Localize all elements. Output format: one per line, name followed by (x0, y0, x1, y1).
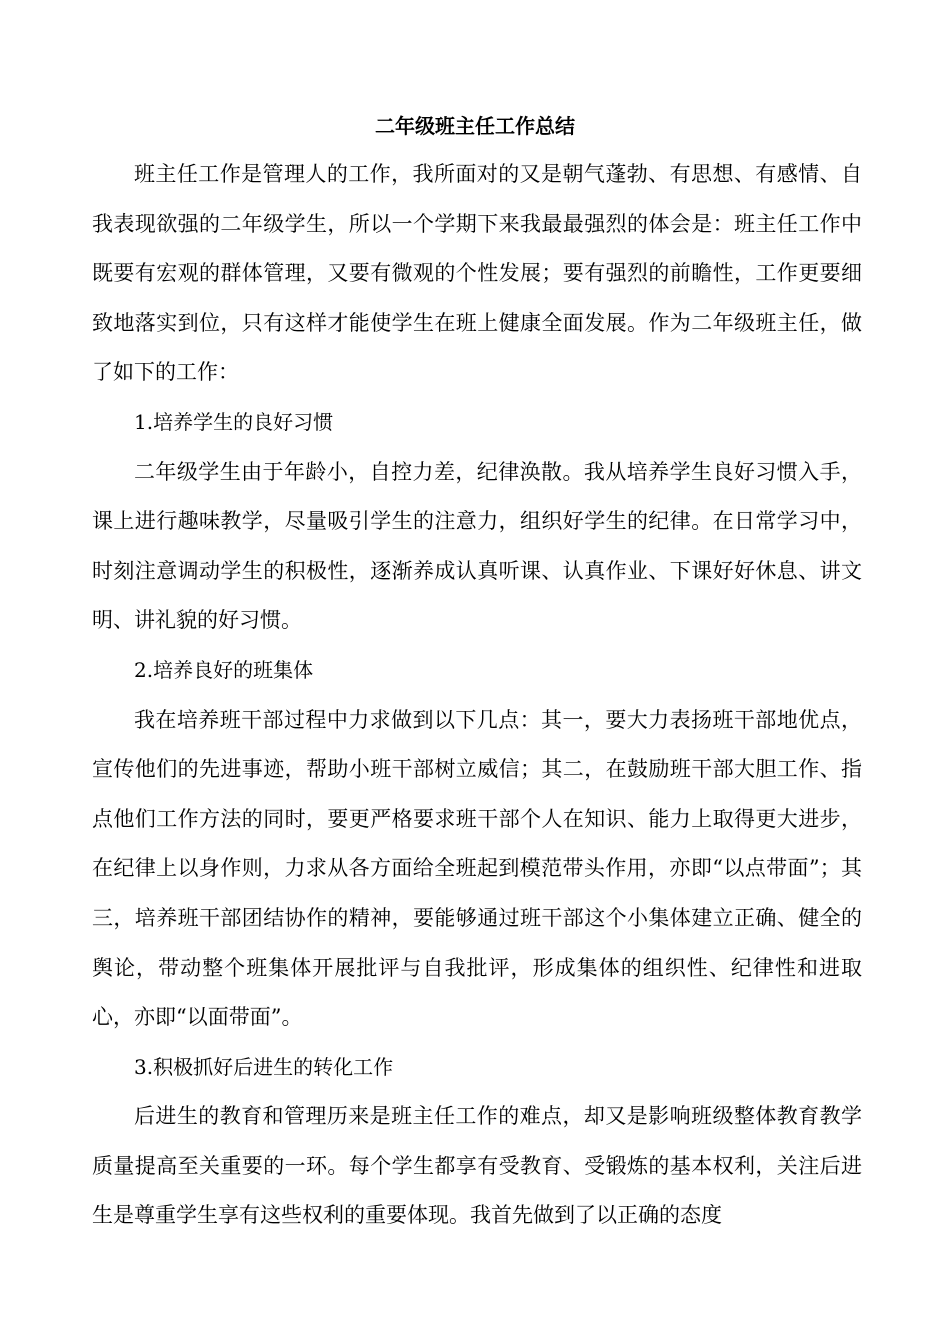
document-body (92, 150, 862, 1241)
document-title: 二年级班主任工作总结 (375, 114, 575, 138)
section-1-paragraph: 二年级学生由于年龄小，自控力差，纪律涣散。我从培养学生良好习惯入手，课上进行趣味教学，尽量吸引学生的注意力，组织好学生的纪律。在日常学习中，时刻注意调动学生的积极性，逐渐养成认真听课、认真作业、下课好好休息、讲文明、讲礼貌的好习惯。 (92, 459, 862, 633)
section-2-heading: 2.培养良好的班集体 (134, 657, 314, 682)
section-2-paragraph: 我在培养班干部过程中力求做到以下几点：其一，要大力表扬班干部地优点，宣传他们的先进事迹，帮助小班干部树立威信；其二，在鼓励班干部大胆工作、指点他们工作方法的同时，要更严格要求班干部个人在知识、能力上取得更大进步，在纪律上以身作则，力求从各方面给全班起到模范带头作用，亦即“以点带面”；其三，培养班干部团结协作的精神，要能够通过班干部这个小集体建立正确、健全的舆论，带动整个班集体开展批评与自我批评，形成集体的组织性、纪律性和进取心，亦即“以面带面”。 (92, 707, 862, 1030)
section-3-heading: 3.积极抓好后进生的转化工作 (134, 1054, 394, 1079)
section-3-paragraph: 后进生的教育和管理历来是班主任工作的难点，却又是影响班级整体教育教学质量提高至关重要的一环。每个学生都享有受教育、受锻炼的基本权利，关注后进生是尊重学生享有这些权利的重要体现。我首先做到了以正确的态度 (92, 1104, 862, 1228)
section-1-heading: 1.培养学生的良好习惯 (134, 409, 334, 434)
intro-paragraph: 班主任工作是管理人的工作，我所面对的又是朝气蓬勃、有思想、有感情、自我表现欲强的二年级学生，所以一个学期下来我最最强烈的体会是：班主任工作中既要有宏观的群体管理，又要有微观的个性发展；要有强烈的前瞻性，工作更要细致地落实到位，只有这样才能使学生在班上健康全面发展。作为二年级班主任，做了如下的工作： (92, 162, 862, 385)
